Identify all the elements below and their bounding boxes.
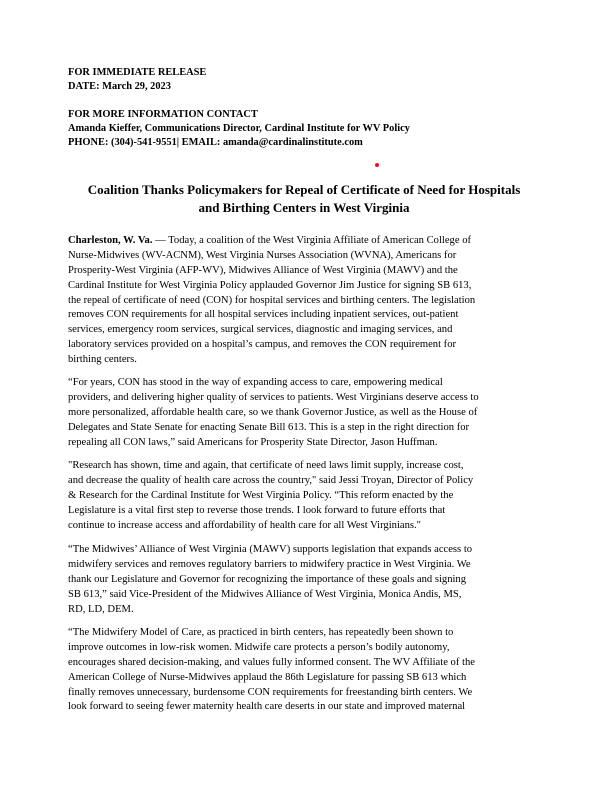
paragraph-line: improve outcomes in low-risk women. Midwife care protects a person’s bodily autonomy,: [68, 641, 450, 653]
paragraph-1: [68, 234, 475, 368]
paragraph-4: [68, 543, 472, 617]
paragraph-line: continue to increase access and affordability of health care for all West Virginians.": [68, 519, 421, 531]
paragraph-line: and decrease the quality of health care across the country," said Jessi Troyan, Director of Policy: [68, 474, 474, 486]
paragraph-2: [68, 376, 479, 450]
contact-block: [68, 108, 410, 150]
paragraph-line: the repeal of certificate of need (CON) for hospital services and birthing centers. The legislation: [68, 294, 476, 306]
paragraph-line: services, emergency room services, surgical services, diagnostic and imaging services, and: [68, 324, 453, 336]
paragraph-line: [68, 234, 475, 249]
paragraph-line: “For years, CON has stood in the way of expanding access to care, empowering medical: [68, 377, 443, 388]
contact-name: Amanda Kieffer, Communications Director, Cardinal Institute for WV Policy: [68, 123, 410, 134]
paragraph-line: Nurse-Midwives (WV-ACNM), West Virginia Nurses Association (WVNA), Americans for: [68, 249, 457, 261]
paragraph-line: repealing all CON laws,” said Americans for Prosperity State Director, Jason Huffman.: [68, 436, 438, 448]
paragraph-line: Prosperity-West Virginia (AFP-WV), Midwives Alliance of West Virginia (MAWV) and the: [68, 264, 458, 276]
release-line: FOR IMMEDIATE RELEASE: [68, 67, 207, 78]
red-dot-mark: [375, 163, 379, 167]
paragraph-line: SB 613,” said Vice-President of the Midwives Alliance of West Virginia, Monica Andis, MS,: [68, 588, 462, 600]
title-line-2: and Birthing Centers in West Virginia: [198, 200, 410, 215]
contact-heading: FOR MORE INFORMATION CONTACT: [68, 109, 258, 120]
paragraph-line: Delegates and State Senate for enacting Senate Bill 613. This is a step in the right direction for: [68, 421, 470, 433]
paragraph-line: RD, LD, DEM.: [68, 603, 134, 615]
paragraph-line: birthing centers.: [68, 354, 137, 366]
paragraph-line: American College of Nurse-Midwives applaud the 86th Legislature for passing SB 613 which: [68, 671, 467, 683]
dateline: Charleston, W. Va.: [68, 235, 153, 246]
paragraph-line: Legislature is a vital first step to reverse those trends. I look forward to future efforts that: [68, 504, 446, 516]
paragraph-line: & Research for the Cardinal Institute for West Virginia Policy. “This reform enacted by the: [68, 489, 454, 501]
press-release-title: [60, 181, 548, 217]
paragraph-line: look forward to seeing fewer maternity health care deserts in our state and improved maternal: [68, 701, 466, 713]
dateline-rest: — Today, a coalition of the West Virginia Affiliate of American College of: [152, 235, 472, 246]
paragraph-line: "Research has shown, time and again, that certificate of need laws limit supply, increase cost,: [68, 460, 464, 471]
paragraph-line: “The Midwifery Model of Care, as practiced in birth centers, has repeatedly been shown to: [68, 627, 454, 638]
paragraph-line: removes CON requirements for all hospital services including inpatient services, out-patient: [68, 309, 459, 321]
title-line-1: Coalition Thanks Policymakers for Repeal of Certificate of Need for Hospitals: [87, 182, 521, 197]
paragraph-5: [68, 626, 475, 715]
date-line: DATE: March 29, 2023: [68, 81, 171, 92]
paragraph-line: encourages shared decision-making, and values fully informed consent. The WV Affiliate of the: [68, 656, 475, 668]
paragraph-line: midwifery services and removes regulatory barriers to midwifery practice in West Virginia. We: [68, 558, 471, 570]
paragraph-line: more personalized, affordable health care, so we thank Governor Justice, as well as the House of: [68, 406, 478, 418]
paragraph-3: [68, 459, 473, 533]
contact-phone-email: PHONE: (304)-541-9551| EMAIL: amanda@cardinalinstitute.com: [68, 137, 363, 148]
paragraph-line: providers, and delivering higher quality of services to patients. West Virginians deserve access to: [68, 391, 479, 403]
paragraph-line: Cardinal Institute for West Virginia Policy applauded Governor Jim Justice for signing SB 613,: [68, 279, 472, 291]
release-block: [68, 66, 206, 94]
paragraph-line: laboratory services provided on a hospital’s campus, and removes the CON requirement for: [68, 339, 457, 351]
paragraph-line: “The Midwives’ Alliance of West Virginia (MAWV) supports legislation that expands access to: [68, 544, 473, 555]
paragraph-line: thank our Legislature and Governor for recognizing the importance of these goals and signing: [68, 573, 467, 585]
paragraph-line: finally removes unnecessary, burdensome CON requirements for freestanding birth centers. We: [68, 686, 473, 698]
